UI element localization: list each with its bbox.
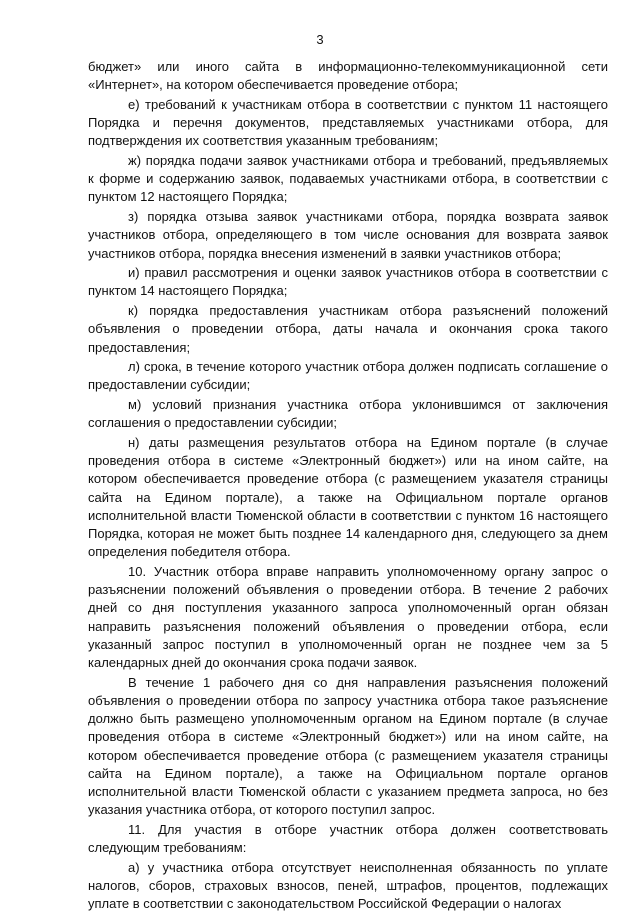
paragraph-item-l: л) срока, в течение которого участник отбора должен подписать соглашение о предоставлении субсидии; — [88, 359, 608, 393]
paragraph-continuation: бюджет» или иного сайта в информационно-телекоммуникационной сети «Интернет», на котором обеспечивается проведение отбора; — [88, 59, 608, 93]
page-number: 3 — [316, 32, 324, 47]
paragraph-clause-10: 10. Участник отбора вправе направить уполномоченному органу запрос о разъяснении положений объявления о проведении отбора. В течение 2 рабочих дней со дня поступления указанного запроса уполномоченный орган обязан направить разъяснения положений объявления о проведении отбора, если указанный запрос поступил в уполномоченный орган не позднее чем за 5 календарных дней до окончания срока подачи заявок. — [88, 563, 608, 670]
paragraph-clause-10-continued: В течение 1 рабочего дня со дня направления разъяснения положений объявления о проведении отбора по запросу участника отбора такое разъяснение должно быть размещено уполномоченным органом на Едином портале (в случае проведения отбора в системе «Электронный бюджет») или на ином сайте, на котором обеспечивается проведение отбора (с размещением указателя страницы сайта на Едином портале), а также на Официальном портале органов исполнительной власти Тюменской области с указанием предмета запроса, но без указания участника отбора, от которого поступил запрос. — [88, 674, 608, 818]
paragraph-item-n: н) даты размещения результатов отбора на Едином портале (в случае проведения отбора в системе «Электронный бюджет») или на ином сайте, на котором обеспечивается проведение отбора (с размещением указателя страницы сайта на Едином портале), а также на Официальном портале органов исполнительной власти Тюменской области в соответствии с пунктом 16 настоящего Порядка, которая не может быть позднее 14 календарного дня, следующего за днем определения победителя отбора. — [88, 435, 608, 560]
document-body — [88, 58, 608, 915]
paragraph-item-zh: ж) порядка подачи заявок участниками отбора и требований, предъявляемых к форме и содержанию заявок, подаваемых участниками отбора, в соответствии с пунктом 12 настоящего Порядка; — [88, 153, 608, 205]
paragraph-item-a: а) у участника отбора отсутствует неисполненная обязанность по уплате налогов, сборов, страховых взносов, пеней, штрафов, процентов, подлежащих уплате в соответствии с законодательством Российской Федерации о налогах — [88, 859, 608, 912]
paragraph-clause-11: 11. Для участия в отборе участник отбора должен соответствовать следующим требованиям: — [88, 821, 608, 856]
paragraph-item-i: и) правил рассмотрения и оценки заявок участников отбора в соответствии с пунктом 14 настоящего Порядка; — [88, 265, 608, 299]
paragraph-item-e: е) требований к участникам отбора в соответствии с пунктом 11 настоящего Порядка и перечня документов, представляемых участниками отбора, для подтверждения их соответствия указанным требованиям; — [88, 96, 608, 149]
paragraph-item-k: к) порядка предоставления участникам отбора разъяснений положений объявления о проведении отбора, даты начала и окончания срока такого предоставления; — [88, 303, 608, 355]
paragraph-item-m: м) условий признания участника отбора уклонившимся от заключения соглашения о предоставлении субсидии; — [88, 397, 608, 431]
paragraph-item-z: з) порядка отзыва заявок участниками отбора, порядка возврата заявок участников отбора, определяющего в том числе основания для возврата заявок участников отбора, порядка внесения изменений в заявки участников отбора; — [88, 209, 608, 261]
